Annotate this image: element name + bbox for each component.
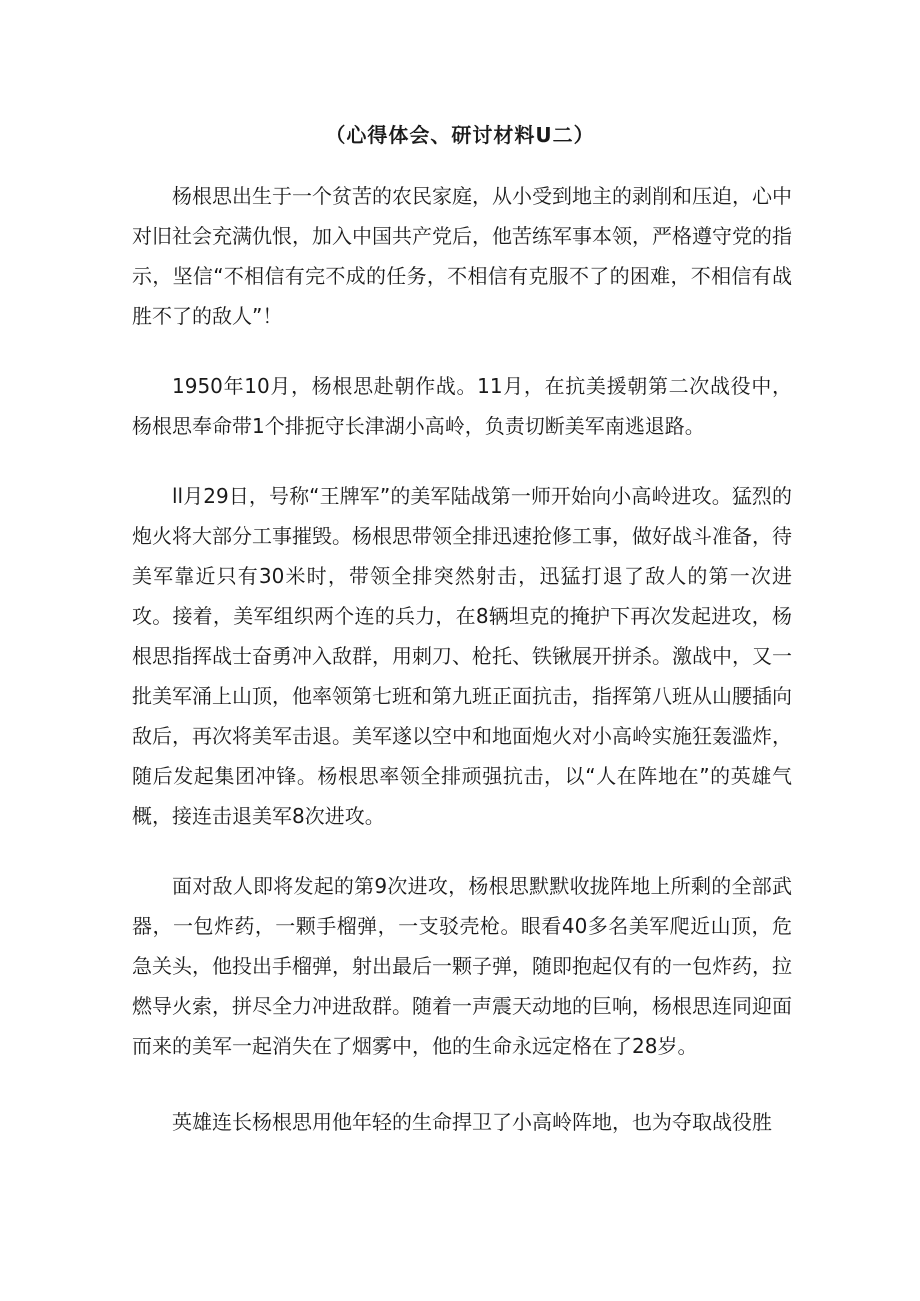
paragraph-deployment: 1950年10月，杨根思赴朝作战。11月，在抗美援朝第二次战役中，杨根思奉命带1个排扼守长津湖小高岭，负责切断美军南逃退路。 <box>132 374 792 438</box>
document-title: （心得体会、研讨材料U二） <box>325 123 595 147</box>
paragraph-battle: ll月29日，号称“王牌军”的美军陆战第一师开始向小高岭进攻。猛烈的炮火将大部分工事摧毁。杨根思带领全排迅速抢修工事，做好战斗准备，待美军靠近只有30米时，带领全排突然射击，迅猛打退了敌人的第一次进攻。接着，美军组织两个连的兵力，在8辆坦克的掩护下再次发起进攻，杨根思指挥战士奋勇冲入敌群，用刺刀、枪托、铁锹展开拼杀。激战中，又一批美军涌上山顶，他率领第七班和第九班正面抗击，指挥第八班从山腰插向敌后，再次将美军击退。美军遂以空中和地面炮火对小高岭实施狂轰滥炸，随后发起集团冲锋。杨根思率领全排顽强抗击，以“人在阵地在”的英雄气概，接连击退美军8次进攻。 <box>132 484 792 828</box>
paragraph-legacy: 英雄连长杨根思用他年轻的生命捍卫了小高岭阵地，也为夺取战役胜 <box>172 1110 772 1134</box>
paragraph-sacrifice: 面对敌人即将发起的第9次进攻，杨根思默默收拢阵地上所剩的全部武器，一包炸药，一颗手榴弹，一支驳壳枪。眼看40多名美军爬近山顶，危急关头，他投出手榴弹，射出最后一颗子弹，随即抱起仅有的一包炸药，拉燃导火索，拼尽全力冲进敌群。随着一声震天动地的巨响，杨根思连同迎面而来的美军一起消失在了烟雾中，他的生命永远定格在了28岁。 <box>132 874 792 1058</box>
paragraph-background: 杨根思出生于一个贫苦的农民家庭，从小受到地主的剥削和压迫，心中对旧社会充满仇恨，加入中国共产党后，他苦练军事本领，严格遵守党的指示，坚信“不相信有完不成的任务，不相信有克服不了的困难，不相信有战胜不了的敌人”！ <box>132 184 792 328</box>
